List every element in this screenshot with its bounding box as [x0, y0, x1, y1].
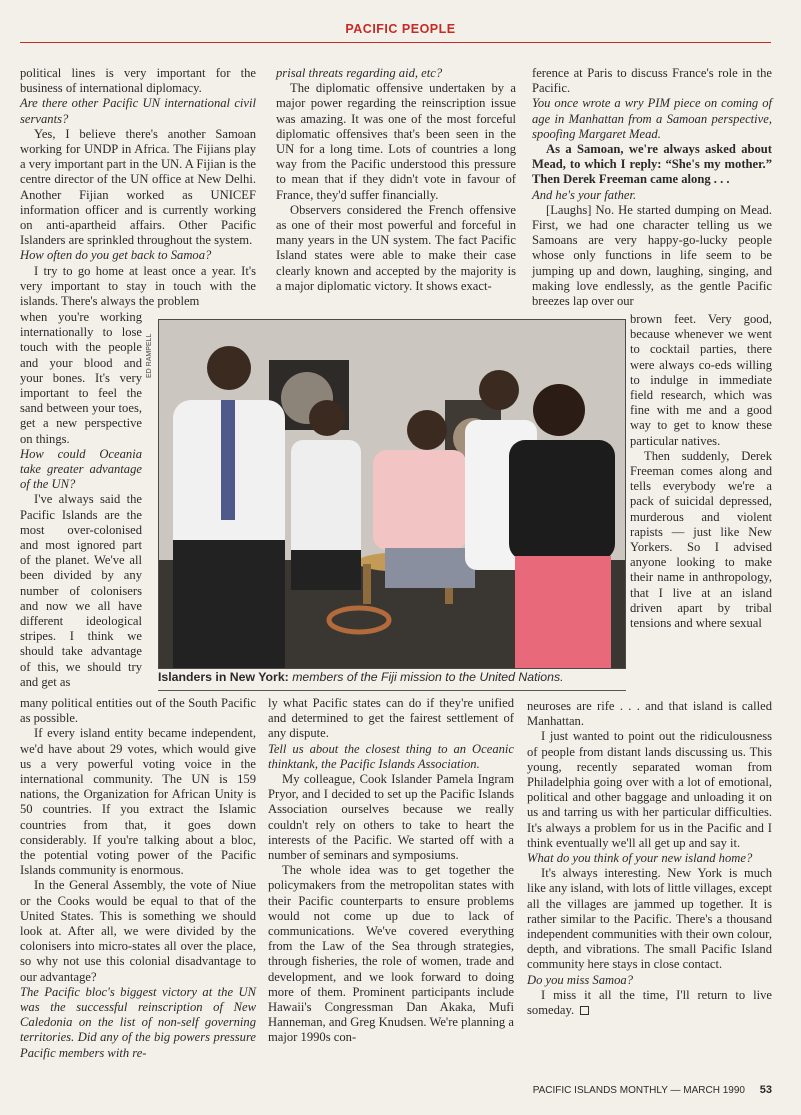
interview-question: What do you think of your new island home?	[527, 851, 753, 866]
interview-question: The Pacific bloc's biggest victory at the UN was the successful reinscription of New Caledonia on the list of non-self governing territories. Did any of the big powers pressure Pacific members with re-	[20, 984, 256, 1060]
paragraph: Then suddenly, Derek Freeman comes along and tells everybody we're a pack of suicidal depressed, murderous and violent rapists — just like New Yorkers. So I advised anyone looking to make their name in anthropology, that I live at an island driven apart by tribal tensions and where sexual	[630, 448, 772, 631]
paragraph: Yes, I believe there's another Samoan working for UNDP in Africa. The Fijians play a very important part in the UN. A Fijian is the centre director of the UN office at New Delhi. Another Fijian worked as UNICEF information officer and is currently working on anti-apartheid affairs. Other Pacific Islanders are sprinkled throughout the system.	[20, 126, 256, 248]
paragraph: ly what Pacific states can do if they're unified and determined to get the fairest settlement of any dispute.	[268, 696, 514, 741]
paragraph: It's always interesting. New York is much like any island, with lots of little villages, except all the villages are jammed up together. It is rather similar to the Pacific. There's a thousand independent communities with their own colour, depth, and vibrations. The small Pacific Island community here stays in close contact.	[527, 866, 772, 972]
paragraph: My colleague, Cook Islander Pamela Ingram Pryor, and I decided to set up the Pacific Islands Association ourselves because we really couldn't rely on others to take to heart the interests of the Pacific. We started off with a number of seminars and symposiums.	[268, 772, 514, 863]
footer-publication: PACIFIC ISLANDS MONTHLY — MARCH 1990	[532, 1085, 745, 1096]
interview-question: Are there other Pacific UN international civil servants?	[20, 96, 256, 126]
interview-question: Tell us about the closest thing to an Oceanic thinktank, the Pacific Islands Association.	[268, 741, 514, 771]
paragraph: Observers considered the French offensive as one of their most powerful and forceful in many years in the UN system. The fact Pacific Island states were able to make their case clearly known and accepted by the majority is a major diplomatic victory. It shows exact-	[276, 202, 516, 293]
paragraph: ference at Paris to discuss France's role in the Pacific.	[532, 66, 772, 96]
paragraph: The diplomatic offensive undertaken by a major power regarding the reinscription issue was amazing. It was one of the most forceful diplomatic offensives that's been seen in the UN for a long time. Lots of countries a long way from the Pacific understood this pressure to mean that if they didn't vote in favour of France, they'd suffer financially.	[276, 81, 516, 202]
column-3-middle	[630, 312, 772, 631]
page-footer	[502, 1084, 772, 1096]
paragraph: neuroses are rife . . . and that island is called Manhattan.	[527, 699, 772, 729]
paragraph: [Laughs] No. He started dumping on Mead. First, we had one character telling us we Samoans are very happy-go-lucky people whose only functions in life seem to be jumping up and down, laughing, singing, and making love endlessly, as the gentle Pacific breezes lap over our	[532, 202, 772, 309]
column-1-top	[20, 66, 256, 309]
group-photo	[158, 319, 626, 669]
column-1-bottom	[20, 696, 256, 1061]
paragraph: political lines is very important for the business of international diplomacy.	[20, 66, 256, 96]
paragraph: As a Samoan, we're always asked about Mead, to which I reply: “She's my mother.” Then Derek Freeman came along . . .	[532, 142, 772, 187]
caption-bold-text: Islanders in New York:	[158, 670, 289, 684]
header-rule	[20, 42, 771, 43]
photo-illustration	[159, 320, 625, 668]
end-mark-icon	[580, 1006, 589, 1015]
paragraph: I've always said the Pacific Islands are the most over-colonised and most ignored part of the planet. We've all been divided by any number of colonisers and now we all have different ideological stripes. I think we should take advantage of this, we should try and get as	[20, 492, 142, 689]
page-number: 53	[759, 1084, 772, 1096]
interview-question: You once wrote a wry PIM piece on coming of age in Manhattan from a Samoan perspective, spoofing Margaret Mead.	[532, 96, 772, 141]
paragraph: I just wanted to point out the ridiculousness of people from distant lands discussing us. This young, recently separated woman from Philadelphia going over with a lot of emotional, political and other baggage and unloading it on us and tarring us with her particular difficulties. It's always a problem for us in the Pacific and I think eventually we'll all get up and say it.	[527, 729, 772, 850]
photo-credit: ED RAMPELL	[146, 333, 153, 378]
paragraph: brown feet. Very good, because whenever we went to cocktail parties, there were always co-eds willing to indulge in immediate field research, which was fine with me and a good way to get to know these particular natives.	[630, 312, 772, 448]
paragraph: If every island entity became independent, we'd have about 29 votes, which would give us a very powerful voting voice in the international community. The UN is 159 nations, the Organization for African Unity is 50 countries. If you extract the Islamic countries from that, it goes down considerably. If you're talking about a bloc, the potential voting power of the Pacific Islands community is enormous.	[20, 726, 256, 878]
paragraph: when you're working internationally to lose touch with the people and your blood and your bones. It's very important to feel the sand between your toes, get a new perspective on things.	[20, 310, 142, 446]
page-header	[0, 0, 801, 48]
column-3-bottom	[527, 699, 772, 1018]
paragraph: The whole idea was to get together the policymakers from the metropolitan states with their Pacific counterparts to ensure problems would not come up due to lack of communications. We've covered everything from the Law of the Sea through strategies, through fisheries, the role of women, trade and development, and we look forward to doing more of them. Prominent participants include Hawaii's Congressman Dan Akaka, Mufi Hanneman, and Greg Knudsen. We're planning a major 1990s con-	[268, 863, 514, 1045]
column-2-top	[276, 66, 516, 294]
interview-question: And he's your father.	[532, 187, 637, 202]
paragraph: I try to go home at least once a year. It's very important to stay in touch with the islands. There's always the problem	[20, 263, 256, 309]
photo-caption	[158, 670, 628, 684]
column-3-top	[532, 66, 772, 309]
caption-rule	[158, 690, 626, 691]
column-2-bottom	[268, 696, 514, 1046]
column-1-middle	[20, 310, 142, 690]
paragraph: many political entities out of the South Pacific as possible.	[20, 696, 256, 726]
interview-question: How often do you get back to Samoa?	[20, 248, 212, 263]
paragraph: In the General Assembly, the vote of Niue or the Cooks would be equal to that of the United States. This is something we should look at. After all, we were divided by the colonisers into micro-states all over the place, so why not use this colonial disadvantage to our advantage?	[20, 878, 256, 984]
interview-question: How could Oceania take greater advantage of the UN?	[20, 446, 142, 492]
section-title: PACIFIC PEOPLE	[345, 22, 456, 36]
caption-text: members of the Fiji mission to the United Nations.	[292, 670, 564, 684]
interview-question: prisal threats regarding aid, etc?	[276, 66, 443, 80]
paragraph: I miss it all the time, I'll return to live someday.	[527, 987, 772, 1018]
interview-question: Do you miss Samoa?	[527, 972, 633, 987]
